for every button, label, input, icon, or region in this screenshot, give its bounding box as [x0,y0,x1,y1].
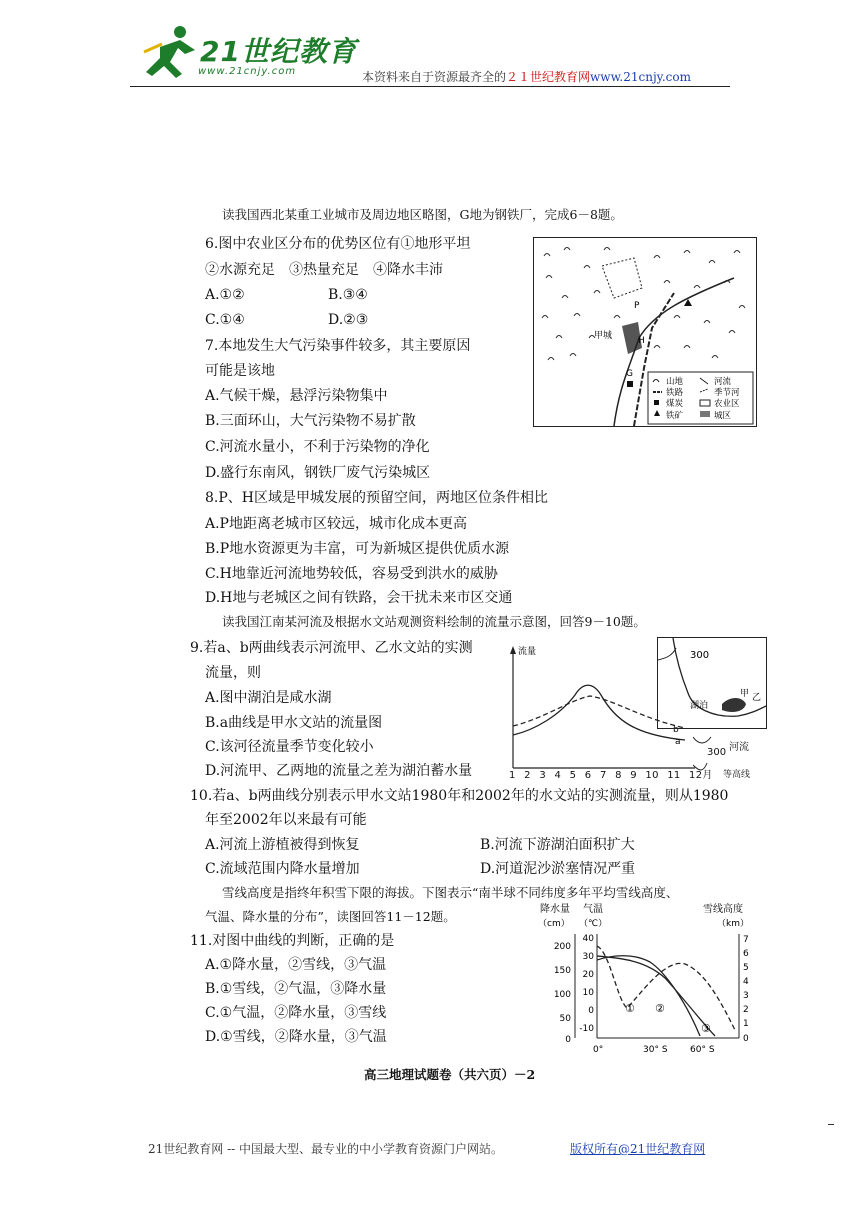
q11-option-c[interactable]: C.①气温，②降水量，③雪线 [205,1005,387,1021]
inset-lake [722,698,746,712]
header-divider [130,86,730,87]
snowline-unit: （km） [717,919,749,929]
curve-2-label: ② [655,1002,665,1015]
q8-option-a[interactable]: A.P地距离老城市区较远，城市化成本更高 [205,516,467,532]
svg-text:200: 200 [553,942,571,952]
legend-agri: 农业区 [714,399,740,409]
q10-option-c[interactable]: C.流域范围内降水量增加 [205,861,360,877]
svg-text:0: 0 [588,1006,594,1016]
legend-iron: 铁矿 [666,411,684,421]
flow-ylabel: 流量 [518,647,537,657]
svg-text:2: 2 [743,1005,749,1015]
inset-yi: 乙 [752,693,762,703]
svg-text:6: 6 [743,949,749,959]
precip-ticks [554,942,571,1045]
q7-option-c[interactable]: C.河流水量小，不利于污染物的净化 [205,439,430,455]
svg-text:0: 0 [743,1034,749,1044]
map-label-p: P [634,301,640,311]
q7-option-a[interactable]: A.气候干燥，悬浮污染物集中 [205,388,388,404]
map-label-g: G [626,369,633,379]
svg-text:0°: 0° [593,1045,604,1055]
svg-text:4: 4 [743,977,749,987]
curve-1 [597,956,715,1036]
copyright-link[interactable]: 版权所有@21世纪教育网 [570,1142,706,1156]
q7-stem: 7.本地发生大气污染事件较多，其主要原因 [205,338,471,354]
svg-text:-10: -10 [579,1024,594,1034]
logo-text: 21世纪教育 [200,35,357,68]
inset-river [673,638,766,716]
curve-2 [597,956,700,1036]
legend-contour-text: 等高线 [723,770,751,780]
inset-contour-value: 300 [690,650,710,661]
q10-stem: 10.若a、b两曲线分别表示甲水文站1980年和2002年的水文站的实测流量，则从1980 [190,788,729,804]
q11-option-a[interactable]: A.①降水量，②雪线，③气温 [205,957,387,973]
inset-svg [658,638,766,728]
svg-text:40: 40 [582,934,594,944]
q6-option-c[interactable]: C.①④ [205,312,245,328]
temp-ticks [579,934,594,1034]
q8-option-b[interactable]: B.P地水资源更为丰富，可为新城区提供优质水源 [205,541,510,557]
corner-mark [828,1124,834,1125]
q7-option-d[interactable]: D.盛行东南风，钢铁厂废气污染城区 [205,465,431,481]
intro-q11-12-line2: 气温、降水量的分布”，读图回答11－12题。 [205,909,456,924]
q11-option-b[interactable]: B.①雪线，②气温，③降水量 [205,981,387,997]
q10-option-a[interactable]: A.河流上游植被得到恢复 [205,837,360,853]
site-footer-link-wrap [570,1140,705,1157]
q10-option-d[interactable]: D.河道泥沙淤塞情况严重 [480,861,636,877]
city-map-figure [533,237,757,427]
q8-option-c[interactable]: C.H地靠近河流地势较低，容易受到洪水的威胁 [205,566,498,582]
legend-seasonal-river: 季节河 [714,388,740,398]
svg-text:10: 10 [582,988,594,998]
precip-unit: （cm） [538,919,570,929]
coal-symbol [627,381,633,387]
q11-option-d[interactable]: D.①雪线，②降水量，③气温 [205,1029,387,1045]
flow-y-arrow-icon [510,646,516,654]
legend-mountain: 山地 [666,377,684,387]
page-number-footer: 高三地理试题卷（共六页）－2 [364,1067,536,1082]
lat-ticks [593,1045,715,1055]
q9-line2: 流量，则 [205,665,261,681]
map-label-h: H [638,336,645,346]
temp-unit: （℃） [579,919,608,929]
legend-river-text: 河流 [729,742,749,753]
inset-contour [658,648,676,660]
flow-x-ticks: 1 2 3 4 5 6 7 8 9 10 11 12月 [509,770,713,781]
legend-urban: 城区 [714,411,732,421]
q6-option-a[interactable]: A.①② [205,287,245,303]
temp-title: 气温 [583,904,603,915]
site-url-link[interactable]: www.21cnjy.com [590,70,691,84]
site-name-link[interactable]: ２１世纪教育网 [506,70,591,84]
svg-text:5: 5 [743,963,749,973]
q9-option-a[interactable]: A.图中湖泊是咸水湖 [205,690,332,706]
svg-text:1: 1 [743,1019,749,1029]
q11-stem: 11.对图中曲线的判断，正确的是 [190,933,395,949]
svg-text:7: 7 [743,935,749,945]
svg-text:20: 20 [582,970,594,980]
q10-option-b[interactable]: B.河流下游湖泊面积扩大 [480,837,635,853]
inset-lake-label: 湖泊 [690,701,709,711]
q8-option-d[interactable]: D.H地与老城区之间有铁路，会干扰未来市区交通 [205,590,513,606]
inset-jia: 甲 [740,689,750,699]
intro-q9-10: 读我国江南某河流及根据水文站观测资料绘制的流量示意图，回答9－10题。 [222,614,646,629]
river-inset-map [657,637,767,729]
site-footer-text: 21世纪教育网 -- 中国最大型、最专业的中小学教育资源门户网站。 [148,1142,504,1156]
svg-text:150: 150 [553,966,571,976]
header-tagline: 本资料来自于资源最齐全的２１世纪教育网www.21cnjy.com [362,70,691,84]
svg-text:30° S: 30° S [643,1045,668,1055]
logo-url: www.21cnjy.com [198,66,297,77]
city-map-svg [534,238,756,426]
q10-line2: 年至2002年以来最有可能 [205,812,367,828]
q7-line2: 可能是该地 [205,363,275,379]
svg-text:50: 50 [559,1014,571,1024]
q6-stem: 6.图中农业区分布的优势区位有①地形平坦 [205,236,471,252]
intro-q11-12-line1: 雪线高度是指终年积雪下限的海拔。下图表示“南半球不同纬度多年平均雪线高度、 [222,885,679,900]
agri-area-shape [602,258,642,298]
legend-river: 河流 [714,377,732,387]
curve-a-label: a [675,737,681,747]
legend-railway: 铁路 [666,388,684,398]
snowline-chart-svg [535,900,765,1060]
svg-text:60° S: 60° S [690,1045,715,1055]
curve-3-label: ③ [701,1022,711,1035]
precip-title: 降水量 [540,904,570,915]
snowline-chart [535,900,765,1060]
map-label-city: 甲城 [594,331,613,341]
svg-text:30: 30 [582,952,594,962]
q9-stem: 9.若a、b两曲线表示河流甲、乙水文站的实测 [190,640,473,656]
legend-coal: 煤炭 [666,399,684,409]
q6-option-b[interactable]: B.③④ [328,287,368,303]
q8-stem: 8.P、H区域是甲城发展的预留空间，两地区位条件相比 [205,490,548,506]
curve-b-label: b [673,725,679,735]
curve-1-label: ① [625,1002,635,1015]
snowline-title: 雪线高度 [703,904,743,915]
q9-option-d[interactable]: D.河流甲、乙两地的流量之差为湖泊蓄水量 [205,763,473,779]
q6-option-d[interactable]: D.②③ [328,312,369,328]
q9-option-b[interactable]: B.a曲线是甲水文站的流量图 [205,715,383,731]
svg-text:0: 0 [565,1035,571,1045]
q7-option-b[interactable]: B.三面环山，大气污染物不易扩散 [205,413,416,429]
svg-text:100: 100 [553,990,571,1000]
q6-line2: ②水源充足 ③热量充足 ④降水丰沛 [205,262,443,278]
svg-text:3: 3 [743,991,749,1001]
intro-q6-8: 读我国西北某重工业城市及周边地区略图，G地为钢铁厂，完成6－8题。 [222,207,623,222]
legend-contour-value: 300 [707,747,727,758]
q9-option-c[interactable]: C.该河径流量季节变化较小 [205,739,374,755]
snowline-ticks [743,935,749,1044]
